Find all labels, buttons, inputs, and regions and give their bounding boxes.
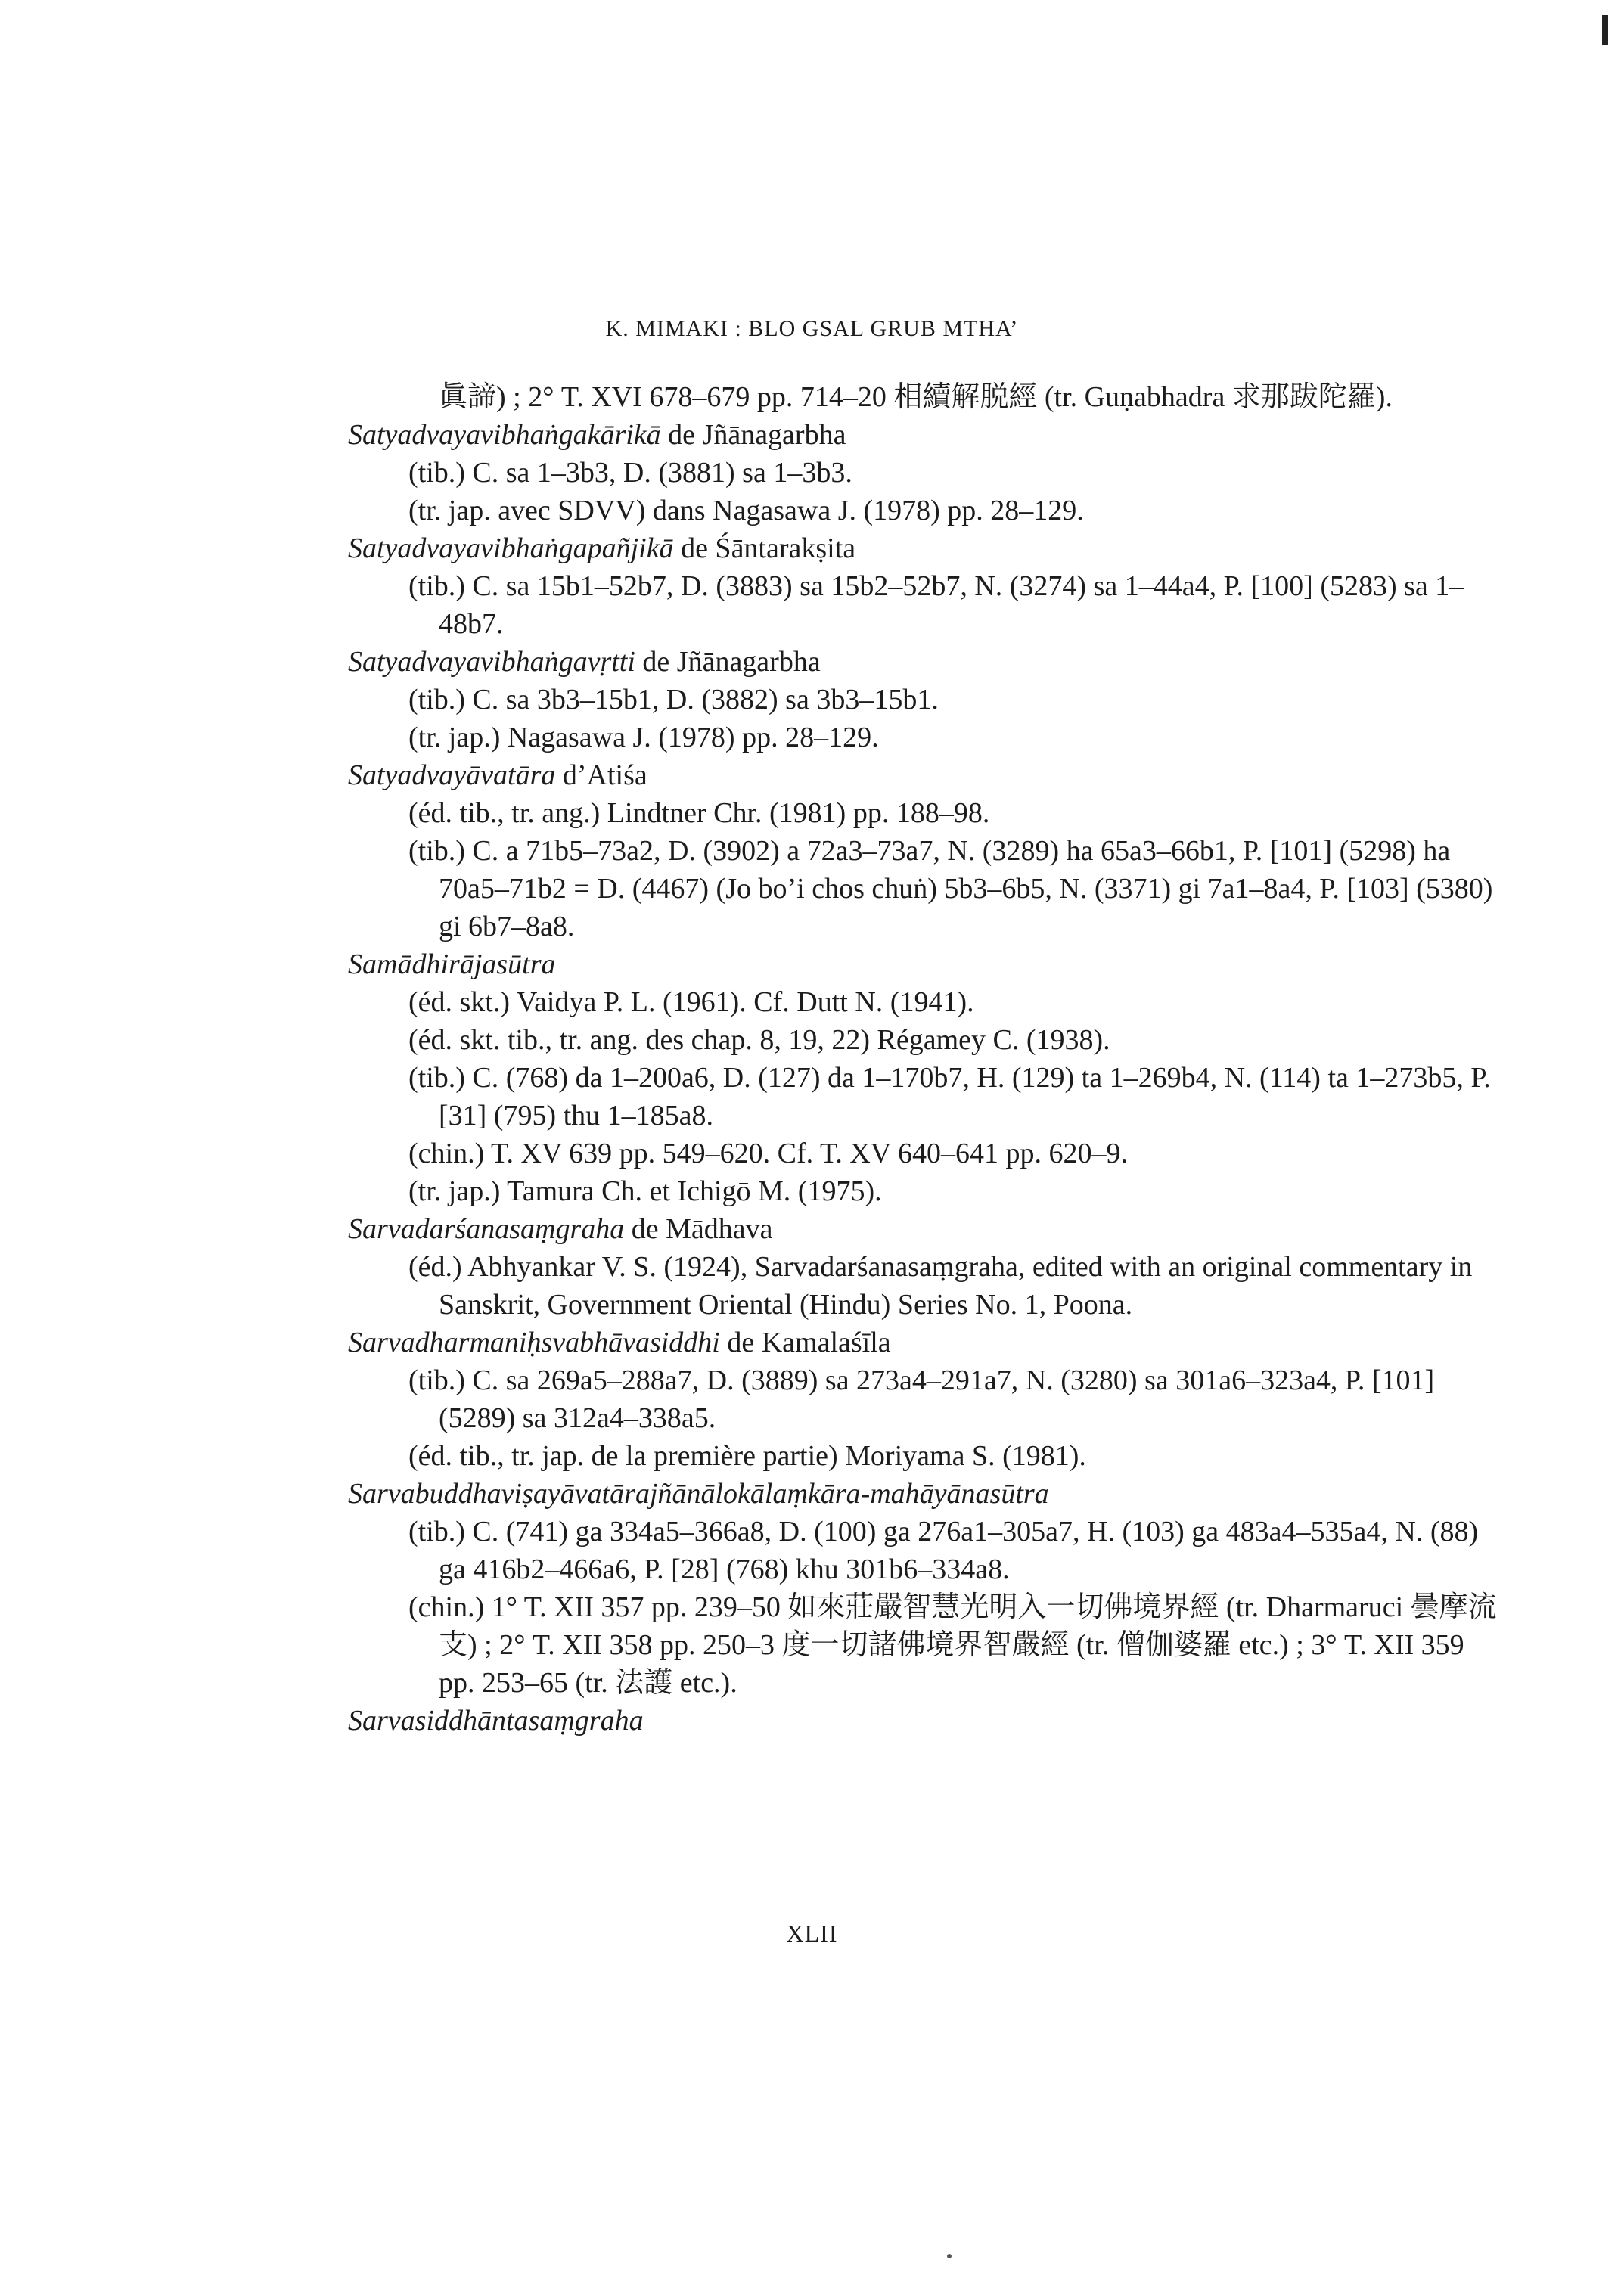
entry-title: Satyadvayavibhaṅgakārikā [348, 419, 661, 451]
reference: (tr. jap.) Nagasawa J. (1978) pp. 28–129. [408, 722, 879, 753]
reference: (tib.) C. (768) da 1–200a6, D. (127) da 1–170b7, H. (129) ta 1–269b4, N. (114) ta 1–273b5, P. [31] (795) thu 1–185a8. [408, 1062, 1491, 1131]
entry-satyadvayavibhangapanjika [348, 529, 1498, 643]
reference: (éd. tib., tr. ang.) Lindtner Chr. (1981) pp. 188–98. [408, 797, 990, 829]
bibliography-list [348, 378, 1498, 1740]
entry-title: Sarvabuddhaviṣayāvatārajñānālokālaṃkāra-mahāyānasūtra [348, 1478, 1049, 1510]
entry-author: de Śāntarakṣita [681, 532, 856, 564]
reference: (tib.) C. sa 15b1–52b7, D. (3883) sa 15b2–52b7, N. (3274) sa 1–44a4, P. [100] (5283) sa 1–48b7. [408, 570, 1464, 640]
entry-sarvasiddhantasamgraha [348, 1702, 1498, 1740]
entry-author: de Jñānagarbha [668, 419, 846, 451]
entry-author: de Mādhava [631, 1213, 773, 1245]
continued-entry: 眞諦) ; 2° T. XVI 678–679 pp. 714–20 相續解脱經 (tr. Guṇabhadra 求那跋陀羅). [439, 381, 1393, 413]
entry-title: Samādhirājasūtra [348, 948, 556, 980]
entry-satyadvayavatara [348, 756, 1498, 945]
entry-samadhirajasutra [348, 945, 1498, 1210]
reference: (tib.) C. sa 269a5–288a7, D. (3889) sa 273a4–291a7, N. (3280) sa 301a6–323a4, P. [101] (5289) sa 312a4–338a5. [408, 1364, 1435, 1434]
entry-satyadvayavibhangavrtti [348, 643, 1498, 756]
scan-speck [947, 2254, 952, 2258]
entry-title: Sarvadharmaniḥsvabhāvasiddhi [348, 1327, 720, 1358]
reference: (éd. skt. tib., tr. ang. des chap. 8, 19, 22) Régamey C. (1938). [408, 1024, 1110, 1056]
entry-sarvabuddhavisaya [348, 1475, 1498, 1702]
reference: (tib.) C. sa 3b3–15b1, D. (3882) sa 3b3–15b1. [408, 684, 939, 716]
reference: (tr. jap.) Tamura Ch. et Ichigō M. (1975). [408, 1175, 882, 1207]
reference: (tib.) C. sa 1–3b3, D. (3881) sa 1–3b3. [408, 457, 852, 489]
reference: (chin.) 1° T. XII 357 pp. 239–50 如來莊嚴智慧光明入一切佛境界經 (tr. Dharmaruci 曇摩流支) ; 2° T. XII 358 pp. 250–3 度一切諸佛境界智嚴經 (tr. 僧伽婆羅 etc.) ; 3° T. XII 359 pp. 253–65 (tr. 法護 etc.). [408, 1591, 1497, 1699]
running-header: K. MIMAKI : BLO GSAL GRUB MTHA’ [605, 316, 1019, 341]
scan-edge-mark [1602, 15, 1608, 45]
reference: (tr. jap. avec SDVV) dans Nagasawa J. (1978) pp. 28–129. [408, 495, 1084, 526]
entry-title: Satyadvayāvatāra [348, 759, 556, 791]
reference: (chin.) T. XV 639 pp. 549–620. Cf. T. XV 640–641 pp. 620–9. [408, 1138, 1129, 1169]
entry-title: Satyadvayavibhaṅgavṛtti [348, 646, 635, 678]
entry-author: d’Atiśa [562, 759, 647, 791]
entry-title: Sarvasiddhāntasaṃgraha [348, 1705, 644, 1737]
page-number: XLII [786, 1920, 838, 1947]
entry-sarvadharmanihsvabhavasiddhi [348, 1324, 1498, 1475]
reference: (tib.) C. (741) ga 334a5–366a8, D. (100) ga 276a1–305a7, H. (103) ga 483a4–535a4, N. (88) ga 416b2–466a6, P. [28] (768) khu 301b6–334a8. [408, 1516, 1479, 1585]
entry-author: de Kamalaśīla [727, 1327, 891, 1358]
reference: (éd. skt.) Vaidya P. L. (1961). Cf. Dutt N. (1941). [408, 986, 974, 1018]
reference: (tib.) C. a 71b5–73a2, D. (3902) a 72a3–73a7, N. (3289) ha 65a3–66b1, P. [101] (5298) ha 70a5–71b2 = D. (4467) (Jo bo’i chos chuṅ) 5b3–6b5, N. (3371) gi 7a1–8a4, P. [103] (5380) gi 6b7–8a8. [408, 835, 1493, 942]
reference: (éd.) Abhyankar V. S. (1924), Sarvadarśanasaṃgraha, edited with an original commentary in Sanskrit, Government Oriental (Hindu) Series No. 1, Poona. [408, 1251, 1473, 1321]
entry-sarvadarsanasamgraha [348, 1210, 1498, 1324]
entry-satyadvayavibhangakarika [348, 416, 1498, 529]
entry-title: Satyadvayavibhaṅgapañjikā [348, 532, 674, 564]
reference: (éd. tib., tr. jap. de la première partie) Moriyama S. (1981). [408, 1440, 1086, 1472]
entry-author: de Jñānagarbha [642, 646, 821, 678]
entry-title: Sarvadarśanasaṃgraha [348, 1213, 625, 1245]
